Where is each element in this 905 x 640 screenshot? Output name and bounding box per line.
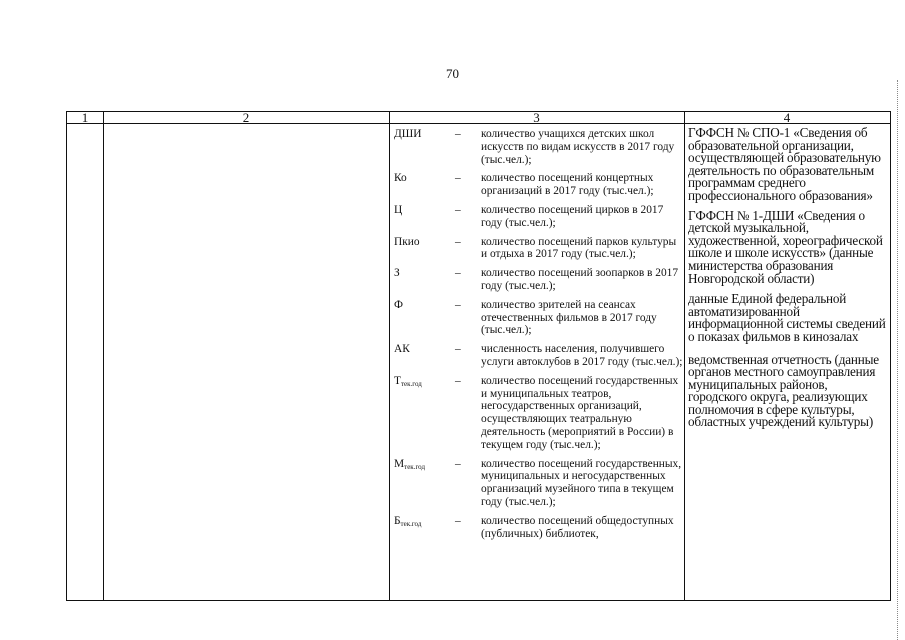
column-divider-2 bbox=[389, 112, 390, 600]
indicator-entry bbox=[394, 375, 684, 452]
indicator-description: количество посещений концертных организаций в 2017 году (тыс.чел.); bbox=[481, 172, 654, 198]
indicator-symbol: $Т_{тек.год}$ bbox=[394, 374, 422, 388]
dash-separator: – bbox=[455, 267, 461, 280]
column-header-4: 4 bbox=[783, 110, 791, 125]
dash-separator: – bbox=[455, 298, 461, 311]
indicator-entry bbox=[394, 515, 684, 541]
column-header-1: 1 bbox=[81, 110, 89, 125]
indicator-entry bbox=[394, 343, 684, 369]
column-header-2: 2 bbox=[242, 110, 250, 125]
indicator-description: количество зрителей на сеансах отечественных фильмов в 2017 году (тыс.чел.); bbox=[481, 298, 657, 337]
indicator-entry bbox=[394, 299, 684, 337]
indicator-subscript: тек.год bbox=[404, 462, 426, 471]
column-divider-1 bbox=[103, 112, 104, 600]
indicator-description: количество посещений цирков в 2017 году (тыс.чел.); bbox=[481, 203, 664, 229]
indicator-symbol: Пкио bbox=[394, 235, 420, 248]
indicator-symbol: $М_{тек.год}$ bbox=[394, 457, 426, 471]
indicator-list bbox=[394, 128, 684, 546]
dash-separator: – bbox=[455, 514, 461, 527]
column-header-3: 3 bbox=[533, 110, 540, 125]
data-source: данные Единой федеральной автоматизированной информационной системы сведений о показах фильмов в кинозалах bbox=[688, 291, 886, 344]
indicator-description: количество посещений государственных, муниципальных и негосударственных организаций музейного типа в текущем году (тыс.чел.); bbox=[481, 457, 682, 508]
indicator-symbol: Ц bbox=[394, 203, 403, 216]
data-table bbox=[66, 111, 891, 601]
dash-separator: – bbox=[455, 374, 461, 387]
indicator-description: количество посещений общедоступных (публичных) библиотек, bbox=[481, 514, 674, 540]
indicator-entry bbox=[394, 128, 684, 166]
dash-separator: – bbox=[455, 235, 461, 248]
dash-separator: – bbox=[455, 203, 461, 216]
indicator-entry bbox=[394, 172, 684, 198]
dash-separator: – bbox=[455, 457, 461, 470]
dash-separator: – bbox=[455, 128, 461, 140]
column-divider-3 bbox=[684, 112, 685, 600]
dash-separator: – bbox=[455, 343, 461, 356]
indicator-subscript: тек.год bbox=[400, 379, 422, 388]
indicator-symbol: Ко bbox=[394, 172, 407, 185]
indicator-description: количество посещений государственных и муниципальных театров, негосударственных организаций, осуществляющих театральную деятельность (мероприятий в России) в текущем году (тыс.чел.); bbox=[481, 374, 679, 451]
scan-edge-marks bbox=[897, 80, 901, 640]
data-source: ГФФСН № СПО-1 «Сведения об образовательной организации, осуществляющей образовательную деятельность по образовательным программам среднего профессионального образования» bbox=[688, 125, 881, 203]
indicator-description: численность населения, получившего услуги автоклубов в 2017 году (тыс.чел.); bbox=[481, 343, 683, 368]
data-source: ГФФСН № 1-ДШИ «Сведения о детской музыкальной, художественной, хореографической школе и школе искусств» (данные министерства образования Новгородской области) bbox=[688, 207, 883, 286]
indicator-subscript: тек.год bbox=[400, 519, 422, 528]
dash-separator: – bbox=[455, 172, 461, 185]
indicator-description: количество учащихся детских школ искусств по видам искусств в 2017 году (тыс.чел.); bbox=[481, 128, 675, 166]
indicator-entry bbox=[394, 267, 684, 293]
indicator-symbol: ДШИ bbox=[394, 128, 422, 140]
indicator-symbol: АК bbox=[394, 343, 410, 356]
data-source: ведомственная отчетность (данные органов местного самоуправления муниципальных районов, городского округа, реализующих полномочия в сфере культуры, областных учреждений культуры) bbox=[688, 351, 879, 430]
indicator-description: количество посещений парков культуры и отдыха в 2017 году (тыс.чел.); bbox=[481, 235, 677, 261]
source-list bbox=[688, 127, 888, 436]
indicator-description: количество посещений зоопарков в 2017 году (тыс.чел.); bbox=[481, 267, 679, 292]
indicator-symbol: З bbox=[394, 267, 400, 280]
indicator-symbol: $Б_{тек.год}$ bbox=[394, 514, 422, 528]
indicator-entry bbox=[394, 236, 684, 262]
page-number: 70 bbox=[446, 66, 459, 81]
indicator-symbol: Ф bbox=[394, 298, 403, 311]
indicator-entry bbox=[394, 204, 684, 230]
indicator-entry bbox=[394, 458, 684, 509]
